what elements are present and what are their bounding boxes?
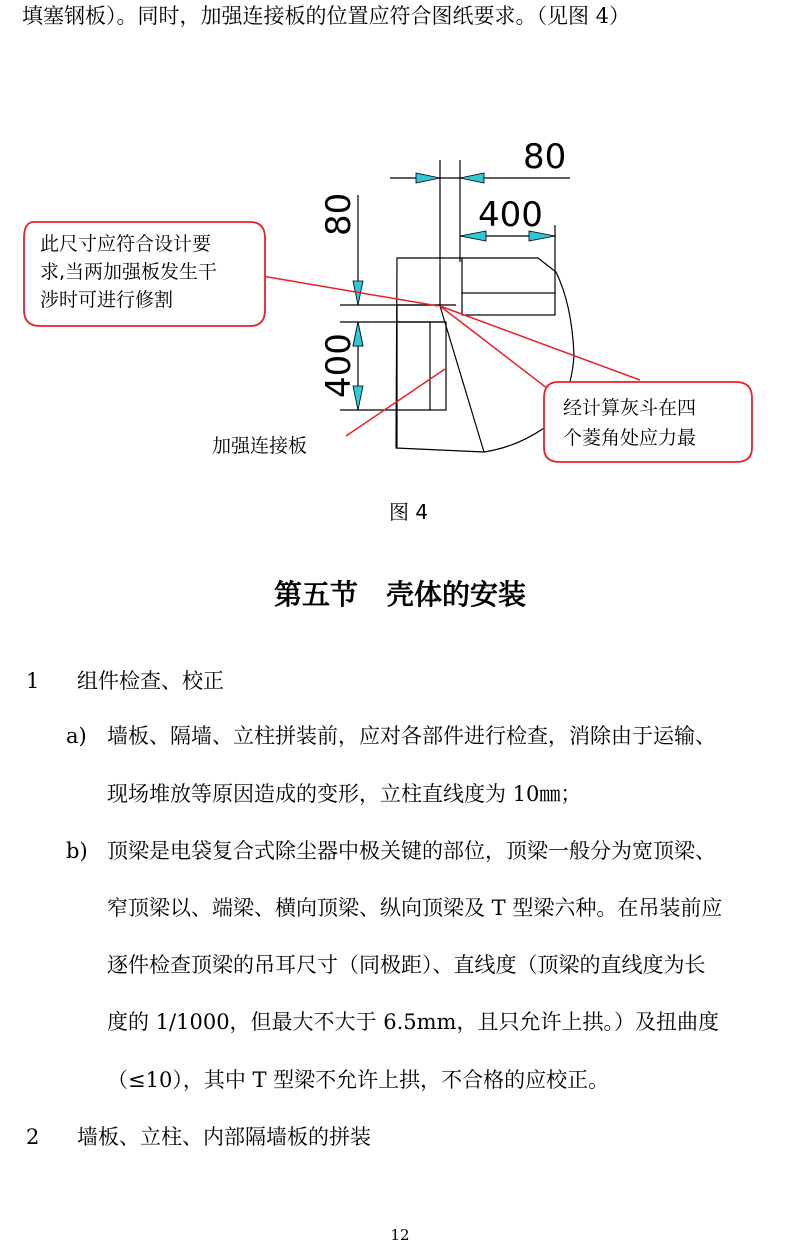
subitem-text-line: 度的 1/1000，但最大不大于 6.5mm，且只允许上拱。）及扭曲度 [107,1010,719,1034]
right-callout-bubble [544,382,752,462]
subitem-label: b) [66,839,88,863]
subitem-text-line: 墙板、隔墙、立柱拼装前，应对各部件进行检查，消除由于运输、 [107,724,716,748]
left-callout-line-1: 此尺寸应符合设计要 [40,233,212,255]
right-callout-line-1: 经计算灰斗在四 [563,397,697,419]
item-heading: 墙板、立柱、内部隔墙板的拼装 [77,1125,371,1149]
paragraph-top-line: 填塞钢板）。同时，加强连接板的位置应符合图纸要求。（见图 4） [22,4,631,28]
item-heading: 组件检查、校正 [77,669,224,693]
plate-label: 加强连接板 [212,435,308,457]
left-plate-rect [430,322,446,410]
right-callout-line-2: 个菱角处应力最 [563,427,697,449]
subitem-text-line: 窄顶梁以、端梁、横向顶梁、纵向顶梁及 T 型梁六种。在吊装前应 [107,896,723,920]
item-number: 1 [26,669,40,693]
subitem-text-line: 顶梁是电袋复合式除尘器中极关键的部位，顶梁一般分为宽顶梁、 [107,839,716,863]
dim-80-left: 80 [319,192,359,236]
page-number: 12 [390,1226,410,1244]
corner-diagonal [440,306,484,452]
subitem-label: a) [66,724,87,748]
figure-4-diagram [0,130,800,490]
top-plate-rect [462,293,555,315]
item-number: 2 [26,1125,40,1149]
subitem-text-line: （≤10），其中 T 型梁不允许上拱，不合格的应校正。 [107,1068,610,1092]
subitem-text-line: 逐件检查顶梁的吊耳尺寸（同极距）、直线度（顶梁的直线度为长 [107,953,706,977]
dim-400-top: 400 [478,195,543,235]
subitem-text-line: 现场堆放等原因造成的变形，立柱直线度为 10㎜； [107,782,582,806]
section-title: 第五节 壳体的安装 [273,578,526,611]
left-callout-line-2: 求,当两加强板发生干 [40,261,218,283]
figure-caption: 图 4 [389,500,429,524]
dim-400-left: 400 [319,333,359,398]
left-callout-line-3: 涉时可进行修割 [40,289,174,311]
dim-80-top: 80 [523,137,567,177]
